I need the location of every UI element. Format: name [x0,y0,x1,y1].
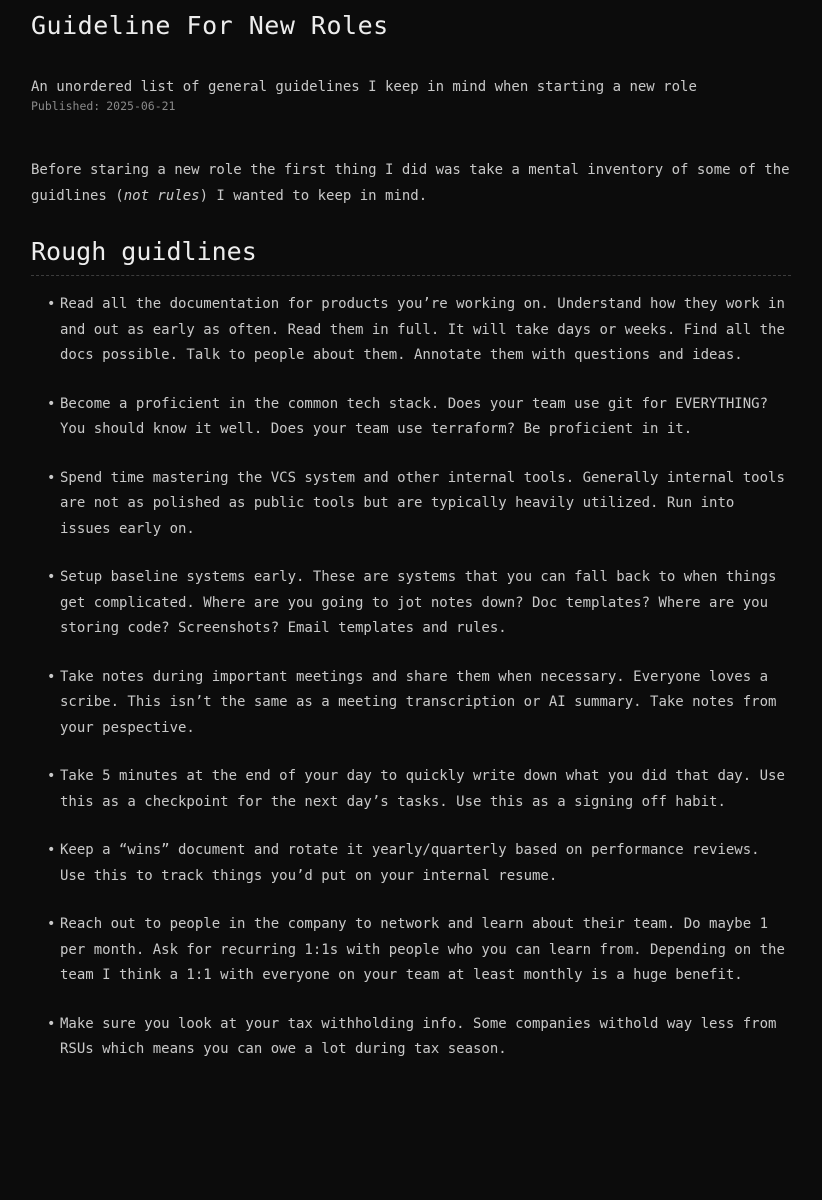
intro-text-end: ) I wanted to keep in mind. [199,187,428,204]
published-label: Published: [31,99,101,113]
list-item-text: Setup baseline systems early. These are systems that you can fall back to when things get complicated. Where are you going to jot notes down? Doc templates? Where are you storing code? Screenshots? Email templates and rules. [60,569,777,636]
bullet-icon: • [47,768,56,784]
intro-text-start: Before staring a new role the first thing I did was take a mental inventory of some of the guidlines ( [31,162,790,204]
list-item-text: Read all the documentation for products you’re working on. Understand how they work in and out as early as often. Read them in full. It will take days or weeks. Find all the docs possible. Talk to people about them. Annotate them with questions and ideas. [60,296,785,363]
page-subtitle: An unordered list of general guidelines I keep in mind when starting a new role [31,79,697,95]
list-item [31,565,791,642]
bullet-icon: • [47,296,56,312]
bullet-icon: • [47,916,56,932]
page-title: Guideline For New Roles [31,11,389,40]
list-item-text: Keep a “wins” document and rotate it yearly/quarterly based on performance reviews. Use this to track things you’d put on your internal resume. [60,842,760,884]
published-date [31,98,791,114]
intro-emphasis: not rules [123,187,200,204]
guidelines-list [31,292,791,1063]
bullet-icon: • [47,842,56,858]
list-item-text: Become a proficient in the common tech stack. Does your team use git for EVERYTHING? You should know it well. Does your team use terraform? Be proficient in it. [60,395,769,437]
list-item [31,292,791,369]
list-item [31,665,791,742]
section-heading: Rough guidlines [31,235,791,276]
published-date-value: 2025-06-21 [106,99,176,113]
list-item [31,392,791,443]
list-item-text: Spend time mastering the VCS system and other internal tools. Generally internal tools are not as polished as public tools but are typically heavily utilized. Run into issues early on. [60,469,785,537]
list-item [31,764,791,815]
list-item-text: Take 5 minutes at the end of your day to quickly write down what you did that day. Use this as a checkpoint for the next day’s tasks. Use this as a signing off habit. [60,768,785,810]
bullet-icon: • [47,1015,56,1032]
bullet-icon: • [47,668,56,685]
list-item [31,466,791,543]
bullet-icon: • [47,395,56,412]
bullet-icon: • [47,469,56,486]
bullet-icon: • [47,569,56,585]
list-item-text: Reach out to people in the company to network and learn about their team. Do maybe 1 per month. Ask for recurring 1:1s with people who you can learn from. Depending on the team I think a 1:1 with everyone on your team at least monthly is a huge benefit. [60,916,785,983]
intro-paragraph [31,158,791,209]
list-item-text: Take notes during important meetings and share them when necessary. Everyone loves a scribe. This isn’t the same as a meeting transcription or AI summary. Take notes from your pespective. [60,668,777,736]
list-item [31,912,791,989]
list-item-text: Make sure you look at your tax withholding info. Some companies withold way less from RSUs which means you can owe a lot during tax season. [60,1015,777,1057]
list-item [31,1012,791,1063]
list-item [31,838,791,889]
